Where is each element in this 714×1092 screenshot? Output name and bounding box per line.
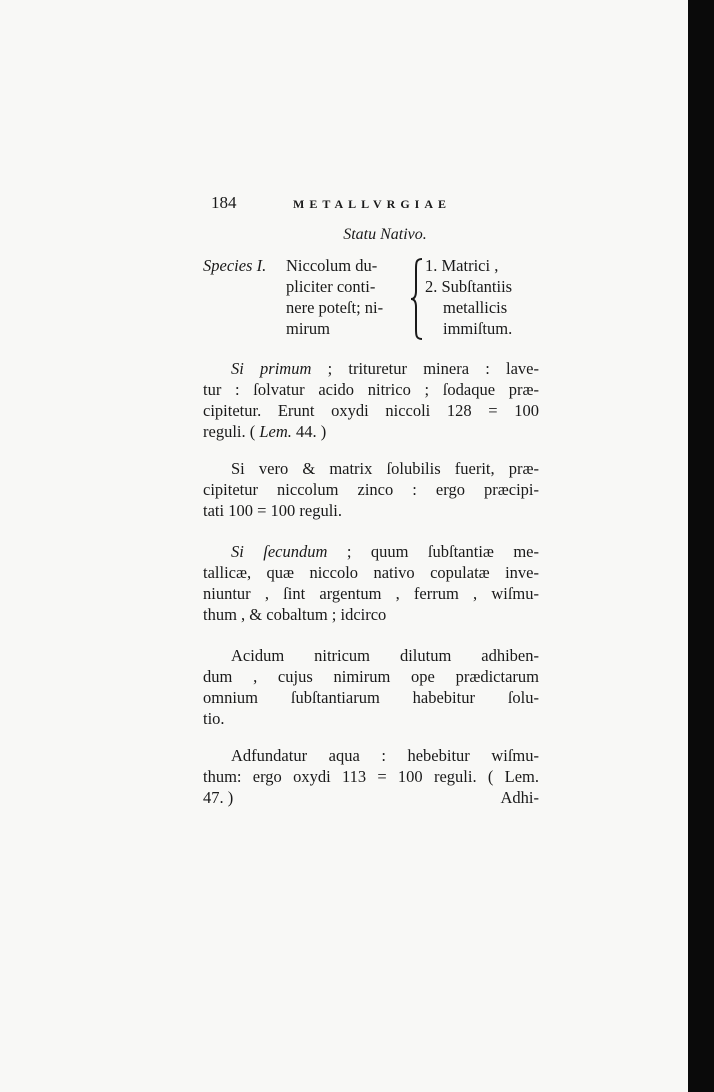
species-list-item: 1. Matrici , — [425, 256, 499, 275]
species-list — [425, 255, 543, 339]
page-header — [203, 192, 539, 218]
species-list-item: metallicis — [443, 298, 508, 317]
species-text-line: Niccolum du- — [286, 256, 378, 275]
paragraph-line: cipitetur. Erunt oxydi niccoli 128 = 100 — [203, 401, 539, 420]
species-list-item: 2. Subſtantiis — [425, 277, 513, 296]
paragraph-line: thum: ergo oxydi 113 = 100 reguli. ( Lem. — [203, 767, 539, 786]
paragraph-line: thum , & cobaltum ; idcirco — [203, 605, 387, 624]
paragraph-lead: Si primum — [231, 359, 312, 378]
section-title: Statu Nativo. — [343, 226, 427, 243]
species-description — [286, 255, 406, 339]
paragraph-line: Acidum nitricum dilutum adhiben- — [231, 646, 539, 665]
paragraph-line: omnium ſubſtantiarum habebitur ſolu- — [203, 688, 539, 707]
paragraph-line: tallicæ, quæ niccolo nativo copulatæ inve- — [203, 563, 539, 582]
paragraph-acidum — [203, 645, 539, 729]
running-title: METALLVRGIAE — [293, 197, 452, 211]
paragraph-line: 47. ) — [203, 788, 234, 807]
paragraph-line: reguli. ( — [203, 422, 260, 441]
species-block — [203, 255, 539, 351]
paragraph-line: 44. ) — [291, 422, 327, 441]
paragraph-lead: Si ſecundum — [231, 542, 328, 561]
species-label: Species I. — [203, 256, 267, 275]
paragraph-line: cipitetur niccolum zinco : ergo præcipi- — [203, 480, 539, 499]
paragraph-si-primum — [203, 358, 539, 442]
paragraph-line: niuntur , ſint argentum , ferrum , wiſmu- — [203, 584, 539, 603]
species-text-line: nere poteſt; ni- — [286, 298, 384, 317]
paragraph-line: Adfundatur aqua : hebebitur wiſmu- — [231, 746, 539, 765]
page-number: 184 — [211, 193, 237, 212]
curly-brace-icon — [410, 257, 424, 341]
catchword: Adhi- — [500, 788, 539, 807]
paragraph-si-vero — [203, 458, 539, 521]
paragraph-line: Si vero & matrix ſolubilis fuerit, præ- — [231, 459, 539, 478]
species-list-item: immiſtum. — [443, 319, 513, 338]
lemma-reference: Lem. — [259, 422, 292, 441]
paragraph-final-line — [203, 787, 539, 808]
paragraph-line: tio. — [203, 709, 225, 728]
paragraph-adfundatur — [203, 745, 539, 808]
paragraph-si-secundum — [203, 541, 539, 625]
paragraph-line: tati 100 = 100 reguli. — [203, 501, 342, 520]
paragraph-line: dum , cujus nimirum ope prædictarum — [203, 667, 539, 686]
scan-edge-band — [688, 0, 714, 1092]
species-text-line: mirum — [286, 319, 330, 338]
paragraph-line: ; trituretur minera : lave- — [311, 359, 539, 378]
paragraph-line: tur : ſolvatur acido nitrico ; ſodaque præ- — [203, 380, 539, 399]
text-block — [203, 192, 539, 808]
species-text-line: pliciter conti- — [286, 277, 376, 296]
paragraph-line: ; quum ſubſtantiæ me- — [327, 542, 539, 561]
